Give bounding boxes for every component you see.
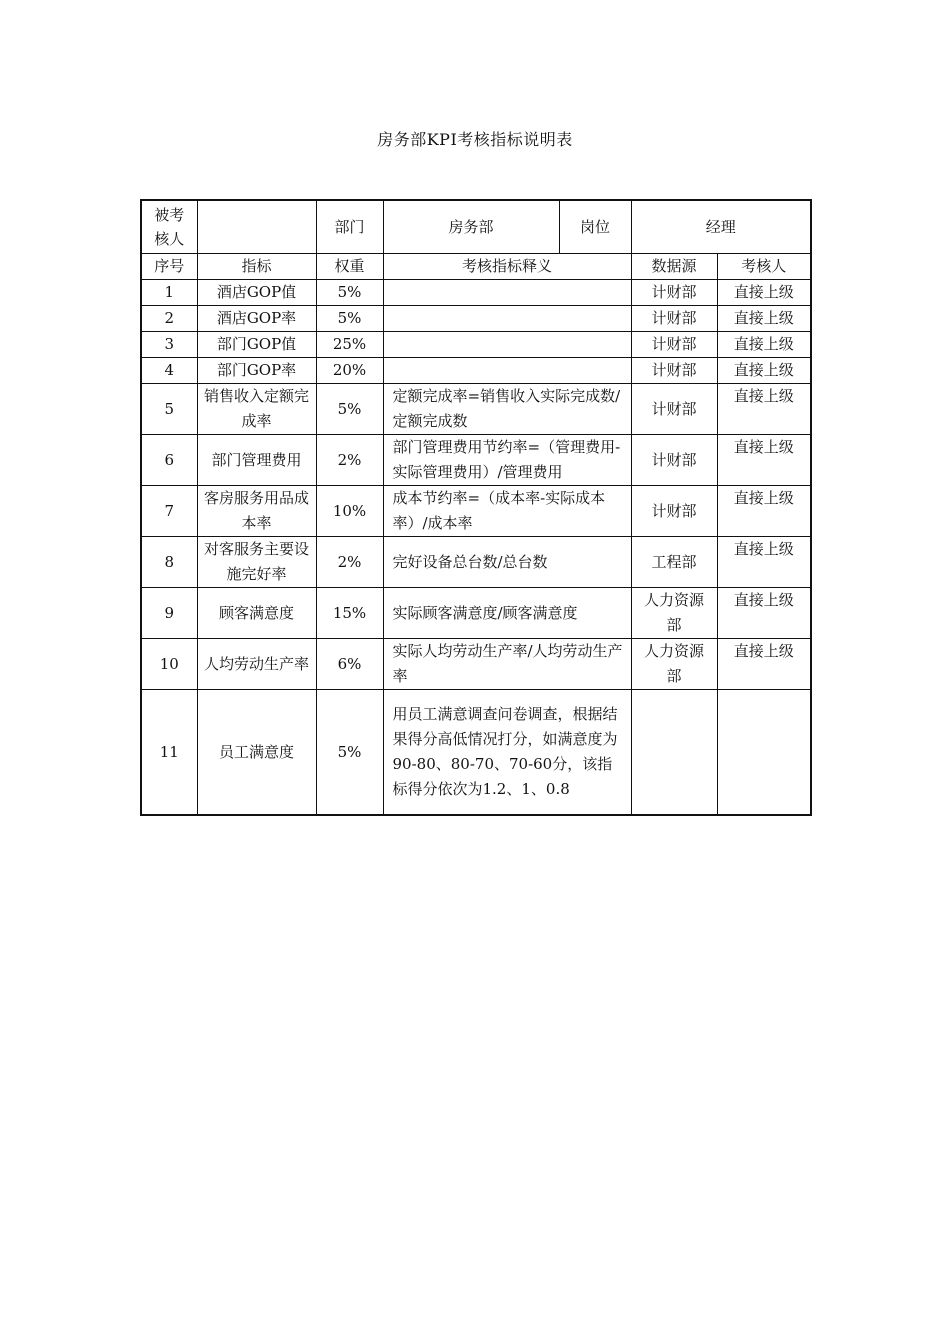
cell-no: 7 bbox=[141, 486, 197, 537]
table-row bbox=[141, 306, 811, 332]
cell-explanation: 部门管理费用节约率=（管理费用-实际管理费用）/管理费用 bbox=[383, 435, 631, 486]
cell-assessor bbox=[717, 690, 811, 816]
cell-indicator: 顾客满意度 bbox=[197, 588, 316, 639]
cell-weight: 20% bbox=[316, 358, 383, 384]
cell-no: 11 bbox=[141, 690, 197, 816]
cell-weight: 5% bbox=[316, 690, 383, 816]
col-header-weight: 权重 bbox=[316, 254, 383, 280]
assessee-label: 被考核人 bbox=[141, 200, 197, 254]
cell-assessor: 直接上级 bbox=[717, 384, 811, 435]
cell-indicator: 对客服务主要设施完好率 bbox=[197, 537, 316, 588]
cell-source: 计财部 bbox=[631, 280, 717, 306]
table-row bbox=[141, 537, 811, 588]
cell-indicator: 酒店GOP率 bbox=[197, 306, 316, 332]
cell-assessor: 直接上级 bbox=[717, 486, 811, 537]
cell-explanation: 完好设备总台数/总台数 bbox=[383, 537, 631, 588]
cell-source: 人力资源部 bbox=[631, 588, 717, 639]
col-header-no: 序号 bbox=[141, 254, 197, 280]
table-row bbox=[141, 435, 811, 486]
cell-no: 4 bbox=[141, 358, 197, 384]
cell-indicator: 酒店GOP值 bbox=[197, 280, 316, 306]
position-value: 经理 bbox=[631, 200, 811, 254]
cell-weight: 5% bbox=[316, 306, 383, 332]
cell-weight: 5% bbox=[316, 384, 383, 435]
cell-source: 人力资源部 bbox=[631, 639, 717, 690]
cell-source: 计财部 bbox=[631, 332, 717, 358]
cell-assessor: 直接上级 bbox=[717, 435, 811, 486]
cell-no: 9 bbox=[141, 588, 197, 639]
cell-indicator: 人均劳动生产率 bbox=[197, 639, 316, 690]
cell-explanation bbox=[383, 280, 631, 306]
table-row bbox=[141, 639, 811, 690]
header-row bbox=[141, 254, 811, 280]
cell-explanation bbox=[383, 332, 631, 358]
cell-weight: 6% bbox=[316, 639, 383, 690]
cell-no: 8 bbox=[141, 537, 197, 588]
cell-indicator: 客房服务用品成本率 bbox=[197, 486, 316, 537]
cell-assessor: 直接上级 bbox=[717, 588, 811, 639]
table-row bbox=[141, 332, 811, 358]
cell-explanation: 用员工满意调查问卷调查，根据结果得分高低情况打分，如满意度为90-80、80-70、70-60分，该指标得分依次为1.2、1、0.8 bbox=[383, 690, 631, 816]
cell-no: 1 bbox=[141, 280, 197, 306]
col-header-assessor: 考核人 bbox=[717, 254, 811, 280]
table-row bbox=[141, 690, 811, 816]
col-header-explanation: 考核指标释义 bbox=[383, 254, 631, 280]
cell-assessor: 直接上级 bbox=[717, 358, 811, 384]
dept-label: 部门 bbox=[316, 200, 383, 254]
cell-no: 10 bbox=[141, 639, 197, 690]
cell-source: 计财部 bbox=[631, 384, 717, 435]
table-row bbox=[141, 384, 811, 435]
assessee-value bbox=[197, 200, 316, 254]
table-row bbox=[141, 588, 811, 639]
cell-assessor: 直接上级 bbox=[717, 280, 811, 306]
kpi-table bbox=[140, 199, 812, 816]
cell-no: 5 bbox=[141, 384, 197, 435]
cell-source: 计财部 bbox=[631, 435, 717, 486]
cell-weight: 10% bbox=[316, 486, 383, 537]
cell-explanation bbox=[383, 358, 631, 384]
table-row bbox=[141, 486, 811, 537]
cell-indicator: 部门GOP率 bbox=[197, 358, 316, 384]
col-header-indicator: 指标 bbox=[197, 254, 316, 280]
cell-assessor: 直接上级 bbox=[717, 332, 811, 358]
cell-weight: 5% bbox=[316, 280, 383, 306]
cell-explanation: 定额完成率=销售收入实际完成数/定额完成数 bbox=[383, 384, 631, 435]
col-header-source: 数据源 bbox=[631, 254, 717, 280]
cell-source: 计财部 bbox=[631, 306, 717, 332]
cell-indicator: 部门管理费用 bbox=[197, 435, 316, 486]
cell-weight: 15% bbox=[316, 588, 383, 639]
cell-explanation: 实际顾客满意度/顾客满意度 bbox=[383, 588, 631, 639]
cell-assessor: 直接上级 bbox=[717, 639, 811, 690]
cell-no: 3 bbox=[141, 332, 197, 358]
cell-no: 2 bbox=[141, 306, 197, 332]
cell-explanation: 实际人均劳动生产率/人均劳动生产率 bbox=[383, 639, 631, 690]
cell-weight: 2% bbox=[316, 435, 383, 486]
cell-indicator: 部门GOP值 bbox=[197, 332, 316, 358]
cell-source bbox=[631, 690, 717, 816]
cell-weight: 2% bbox=[316, 537, 383, 588]
table-row bbox=[141, 358, 811, 384]
cell-source: 工程部 bbox=[631, 537, 717, 588]
info-row bbox=[141, 200, 811, 254]
table-row bbox=[141, 280, 811, 306]
cell-explanation: 成本节约率=（成本率-实际成本率）/成本率 bbox=[383, 486, 631, 537]
document-title: 房务部KPI考核指标说明表 bbox=[377, 130, 573, 149]
cell-assessor: 直接上级 bbox=[717, 306, 811, 332]
cell-weight: 25% bbox=[316, 332, 383, 358]
dept-value: 房务部 bbox=[383, 200, 559, 254]
cell-source: 计财部 bbox=[631, 358, 717, 384]
cell-source: 计财部 bbox=[631, 486, 717, 537]
cell-no: 6 bbox=[141, 435, 197, 486]
cell-assessor: 直接上级 bbox=[717, 537, 811, 588]
cell-indicator: 销售收入定额完成率 bbox=[197, 384, 316, 435]
cell-indicator: 员工满意度 bbox=[197, 690, 316, 816]
cell-explanation bbox=[383, 306, 631, 332]
position-label: 岗位 bbox=[559, 200, 631, 254]
